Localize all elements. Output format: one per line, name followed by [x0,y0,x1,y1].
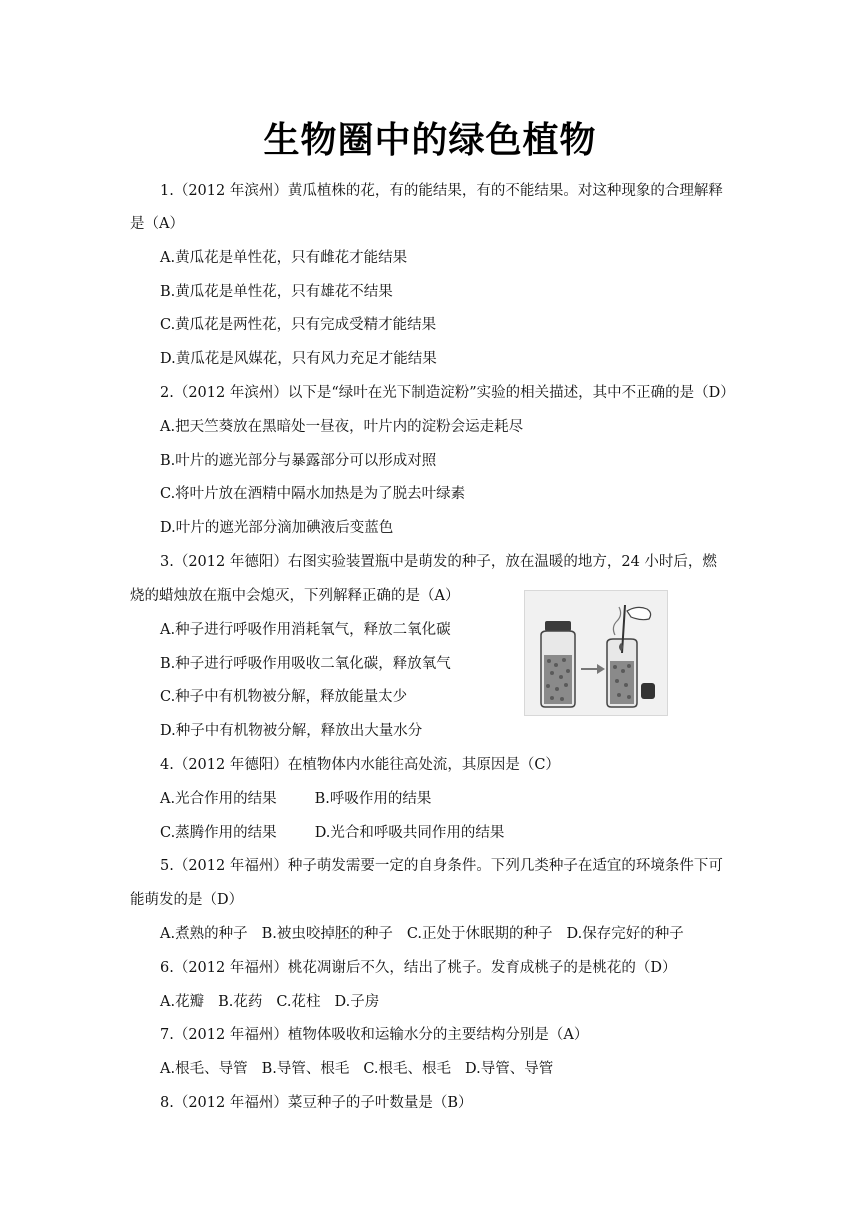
question-4-option-c: C.蒸腾作用的结果 [160,825,277,841]
question-7-option-c: C.根毛、根毛 [363,1061,452,1077]
question-1-stem: 1.（2012 年滨州）黄瓜植株的花，有的能结果，有的不能结果。对这种现象的合理解释 [160,183,723,199]
question-2-stem: 2.（2012 年滨州）以下是“绿叶在光下制造淀粉”实验的相关描述，其中不正确的是（D） [160,385,735,401]
question-7-option-d: D.导管、导管 [465,1061,554,1077]
question-3-stem: 3.（2012 年德阳）右图实验装置瓶中是萌发的种子，放在温暖的地方，24 小时后，燃 [160,554,717,570]
question-7-option-b: B.导管、根毛 [261,1061,350,1077]
question-6-options-row [160,992,379,1012]
question-5-option-d: D.保存完好的种子 [566,926,684,942]
question-3-option-d: D.种子中有机物被分解，释放出大量水分 [160,723,423,739]
question-6-option-c: C.花柱 [276,994,321,1010]
question-4-option-b: B.呼吸作用的结果 [314,791,432,807]
question-4-option-d: D.光合和呼吸共同作用的结果 [314,825,505,841]
question-6-option-b: B.花药 [218,994,263,1010]
question-1-option-b: B.黄瓜花是单性花，只有雄花不结果 [160,284,393,300]
question-4-options-row-1 [160,789,431,809]
question-3-option-b: B.种子进行呼吸作用吸收二氧化碳，释放氧气 [160,656,451,672]
question-5-option-a: A.煮熟的种子 [160,926,248,942]
question-2-option-a: A.把天竺葵放在黑暗处一昼夜，叶片内的淀粉会运走耗尽 [160,419,524,435]
question-4-option-a: A.光合作用的结果 [160,791,277,807]
question-4-options-row-2 [160,823,504,843]
question-6-stem: 6.（2012 年福州）桃花凋谢后不久，结出了桃子。发育成桃子的是桃花的（D） [160,960,677,976]
question-1-option-c: C.黄瓜花是两性花，只有完成受精才能结果 [160,317,437,333]
question-3-stem-cont: 烧的蜡烛放在瓶中会熄灭，下列解释正确的是（A） [130,588,460,604]
question-1-option-d: D.黄瓜花是风媒花，只有风力充足才能结果 [160,351,437,367]
question-2-option-d: D.叶片的遮光部分滴加碘液后变蓝色 [160,520,394,536]
question-5-option-c: C.正处于休眠期的种子 [406,926,553,942]
question-5-option-b: B.被虫咬掉胚的种子 [261,926,393,942]
question-7-option-a: A.根毛、导管 [160,1061,248,1077]
question-6-option-d: D.子房 [334,994,380,1010]
question-2-option-b: B.叶片的遮光部分与暴露部分可以形成对照 [160,453,437,469]
question-2-option-c: C.将叶片放在酒精中隔水加热是为了脱去叶绿素 [160,486,466,502]
seed-jar-candle-experiment-illustration [524,590,668,716]
question-6-option-a: A.花瓣 [160,994,205,1010]
document-title: 生物圈中的绿色植物 [263,120,597,161]
question-1-stem-cont: 是（A） [130,216,184,232]
question-1-option-a: A.黄瓜花是单性花，只有雌花才能结果 [160,250,408,266]
question-4-stem: 4.（2012 年德阳）在植物体内水能往高处流，其原因是（C） [160,757,560,773]
question-8-stem: 8.（2012 年福州）菜豆种子的子叶数量是（B） [160,1095,473,1111]
question-5-stem-cont: 能萌发的是（D） [130,892,244,908]
question-5-options-row [160,924,684,944]
question-3-option-a: A.种子进行呼吸作用消耗氧气，释放二氧化碳 [160,622,451,638]
question-3-option-c: C.种子中有机物被分解，释放能量太少 [160,689,408,705]
question-5-stem: 5.（2012 年福州）种子萌发需要一定的自身条件。下列几类种子在适宜的环境条件下可 [160,858,723,874]
question-7-options-row [160,1059,553,1079]
question-7-stem: 7.（2012 年福州）植物体吸收和运输水分的主要结构分别是（A） [160,1027,589,1043]
